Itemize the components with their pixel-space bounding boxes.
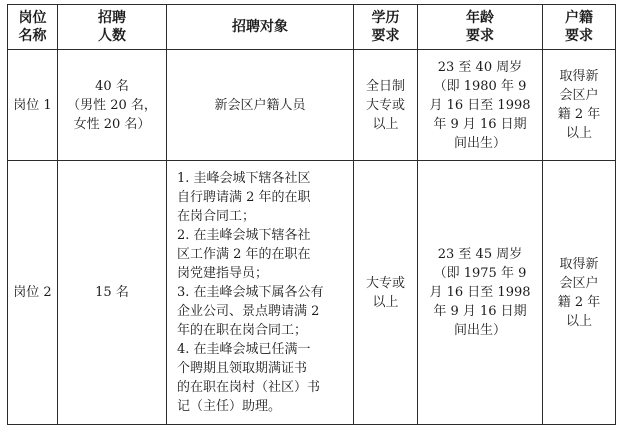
header-hukou: 户籍 要求: [543, 5, 616, 50]
cell-position: 岗位 2: [8, 161, 58, 425]
cell-count: 15 名: [58, 161, 167, 425]
table-row: [8, 50, 616, 161]
cell-age: 23 至 45 周岁 （即 1975 年 9 月 16 日至 1998 年 9 月 16 日期 间出生）: [418, 161, 543, 425]
header-count: 招聘 人数: [58, 5, 167, 50]
table-row: [8, 161, 616, 425]
cell-count: 40 名 （男性 20 名， 女性 20 名）: [58, 50, 167, 161]
recruitment-table: [7, 4, 616, 425]
header-education: 学历 要求: [354, 5, 418, 50]
cell-target: 1. 圭峰会城下辖各社区 自行聘请满 2 年的在职 在岗合同工； 2. 在圭峰会城下辖各社 区工作满 2 年的在职在 岗党建指导员； 3. 在圭峰会城下属各公有 企业公司、景点聘请满 2 年的在职在岗合同工； 4. 在圭峰会城已任满一 个聘期且领取期满证书 的在职在岗村（社区）书 记（主任）助理。: [167, 161, 354, 425]
cell-education: 大专或 以上: [354, 161, 418, 425]
cell-hukou: 取得新 会区户 籍 2 年 以上: [543, 161, 616, 425]
cell-education: 全日制 大专或 以上: [354, 50, 418, 161]
header-target: 招聘对象: [167, 5, 354, 50]
cell-hukou: 取得新 会区户 籍 2 年 以上: [543, 50, 616, 161]
header-row: [8, 5, 616, 50]
cell-age: 23 至 40 周岁 （即 1980 年 9 月 16 日至 1998 年 9 月 16 日期 间出生）: [418, 50, 543, 161]
header-age: 年龄 要求: [418, 5, 543, 50]
header-position: 岗位 名称: [8, 5, 58, 50]
cell-target: 新会区户籍人员: [167, 50, 354, 161]
cell-position: 岗位 1: [8, 50, 58, 161]
